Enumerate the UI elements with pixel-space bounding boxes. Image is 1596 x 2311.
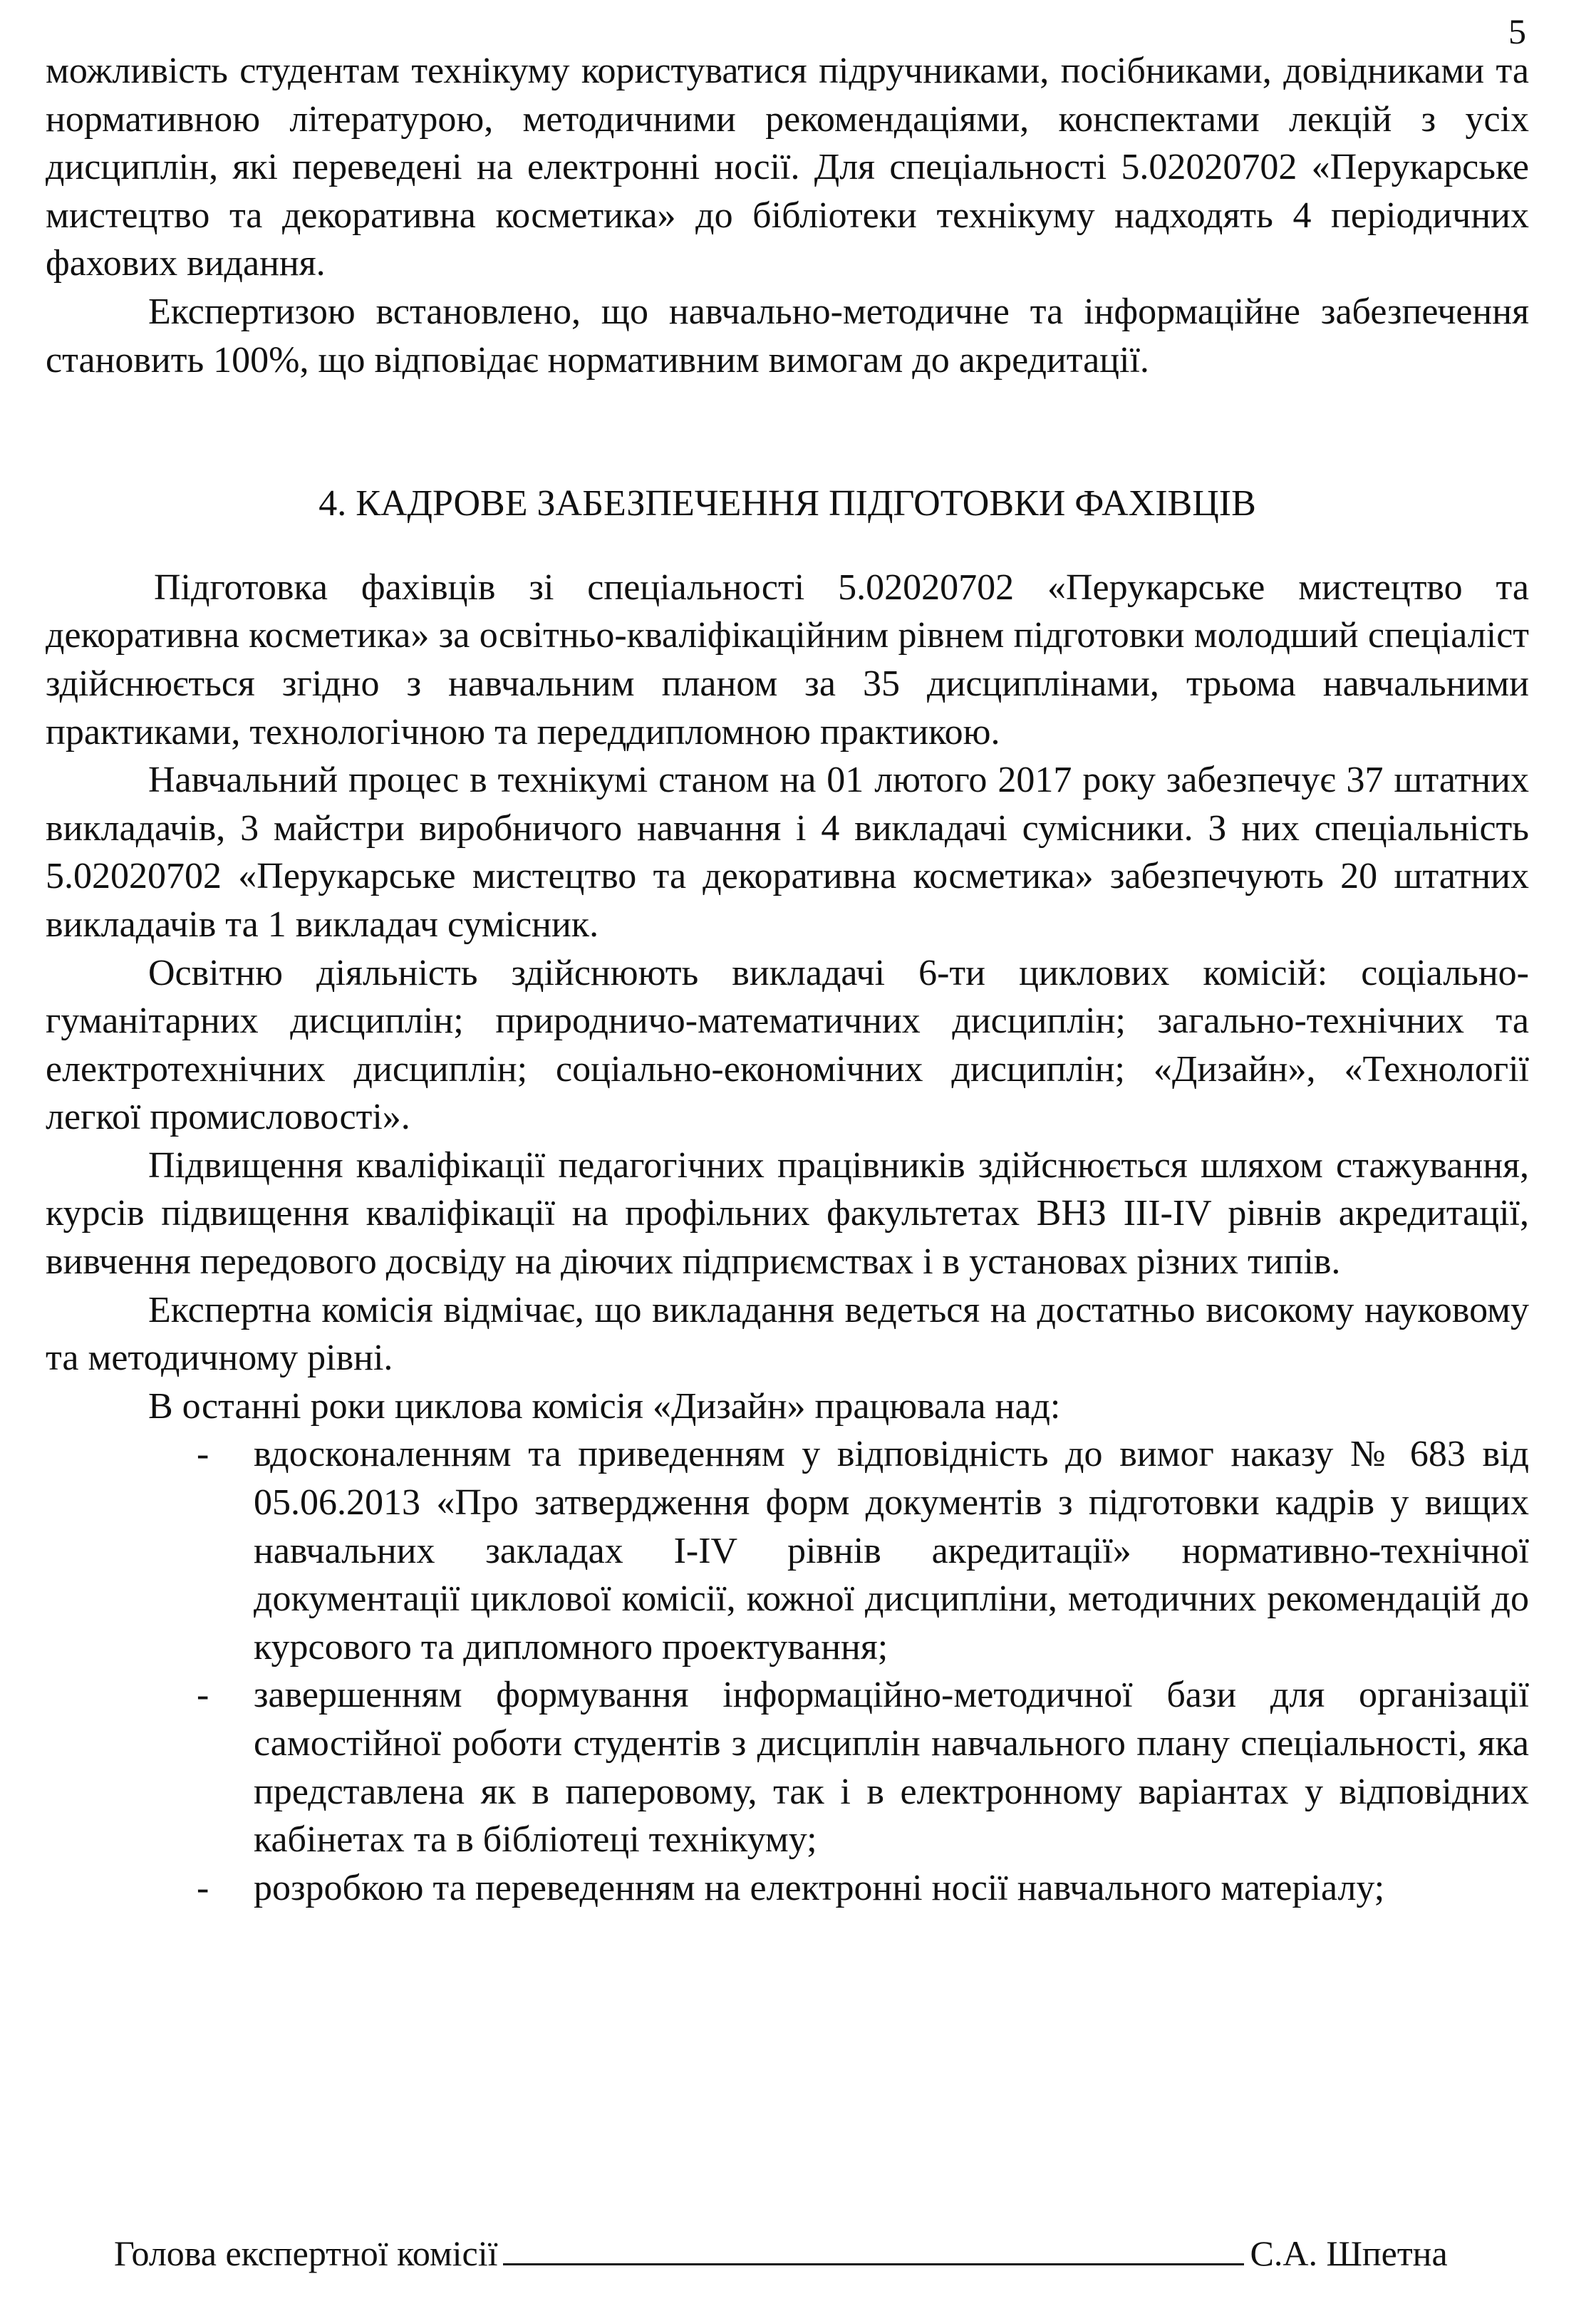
- paragraph-commissions: Освітню діяльність здійснюють викладачі 6-ти циклових комісій: соціально-гуманітарних дисциплін; природничо-математичних дисциплін; загально-технічних та електротехнічних дисциплін; соціально-економічних дисциплін; «Дизайн», «Технології легкої промисловості».: [46, 952, 1529, 1138]
- list-item: [46, 1864, 1529, 1913]
- paragraph-continuation: можливість студентам технікуму користуватися підручниками, посібниками, довідниками та нормативною літературою, методичними рекомендаціями, конспектами лекцій з усіх дисциплін, які переведені на електронні носії. Для спеціальності 5.02020702 «Перукарське мистецтво та декоративна косметика» до бібліотеки технікуму надходять 4 періодичних фахових видання.: [46, 51, 1529, 284]
- signature-footer: [114, 2229, 1525, 2275]
- footer-label: Голова експертної комісії: [114, 2233, 498, 2273]
- list-item: [46, 1671, 1529, 1863]
- paragraph-design-commission: В останні роки циклова комісія «Дизайн» працювала над:: [148, 1385, 1061, 1427]
- paragraph-expertise: Експертизою встановлено, що навчально-методичне та інформаційне забезпечення становить 100%, що відповідає нормативним вимогам до акредитації.: [46, 291, 1529, 381]
- list-dash: -: [197, 1867, 209, 1908]
- paragraph-qualification: Підвищення кваліфікації педагогічних працівників здійснюється шляхом стажування, курсів підвищення кваліфікації на профільних факультетах ВНЗ ІІІ-IV рівнів акредитації, вивчення передового досвіду на діючих підприємствах і в установах різних типів.: [46, 1144, 1529, 1283]
- paragraph-teaching-staff: Навчальний процес в технікумі станом на 01 лютого 2017 року забезпечує 37 штатних викладачів, 3 майстри виробничого навчання і 4 викладачі сумісники. З них спеціальність 5.02020702 «Перукарське мистецтво та декоративна косметика» забезпечують 20 штатних викладачів та 1 викладач сумісник.: [46, 760, 1529, 945]
- work-list: [46, 1430, 1529, 1912]
- list-dash: -: [197, 1434, 209, 1475]
- document-body: [46, 47, 1529, 1912]
- signature-line: [503, 2229, 1244, 2265]
- list-item-text: розробкою та переведенням на електронні носії навчального матеріалу;: [254, 1867, 1385, 1908]
- list-item-text: завершенням формування інформаційно-методичної бази для організації самостійної роботи студентів з дисциплін навчального плану спеціальності, яка представлена як в паперовому, так і в електронному варіантах у відповідних кабінетах та в бібліотеці технікуму;: [254, 1675, 1529, 1861]
- list-item-text: вдосконаленням та приведенням у відповідність до вимог наказу № 683 від 05.06.2013 «Про затвердження форм документів з підготовки кадрів у вищих навчальних закладах I-IV рівнів акредитації» нормативно-технічної документації циклової комісії, кожної дисципліни, методичних рекомендацій до курсового та дипломного проектування;: [254, 1434, 1529, 1668]
- footer-signatory: С.А. Шпетна: [1250, 2233, 1448, 2273]
- section-heading: 4. КАДРОВЕ ЗАБЕЗПЕЧЕННЯ ПІДГОТОВКИ ФАХІВЦІВ: [318, 483, 1256, 524]
- paragraph-training: Підготовка фахівців зі спеціальності 5.02020702 «Перукарське мистецтво та декоративна косметика» за освітньо-кваліфікаційним рівнем підготовки молодший спеціаліст здійснюється згідно з навчальним планом за 35 дисциплінами, трьома навчальними практиками, технологічною та переддипломною практикою.: [46, 567, 1529, 753]
- list-item: [46, 1430, 1529, 1671]
- paragraph-assessment: Експертна комісія відмічає, що викладання ведеться на достатньо високому науковому та методичному рівні.: [46, 1289, 1529, 1379]
- page-number: 5: [1508, 11, 1526, 51]
- list-dash: -: [197, 1675, 209, 1716]
